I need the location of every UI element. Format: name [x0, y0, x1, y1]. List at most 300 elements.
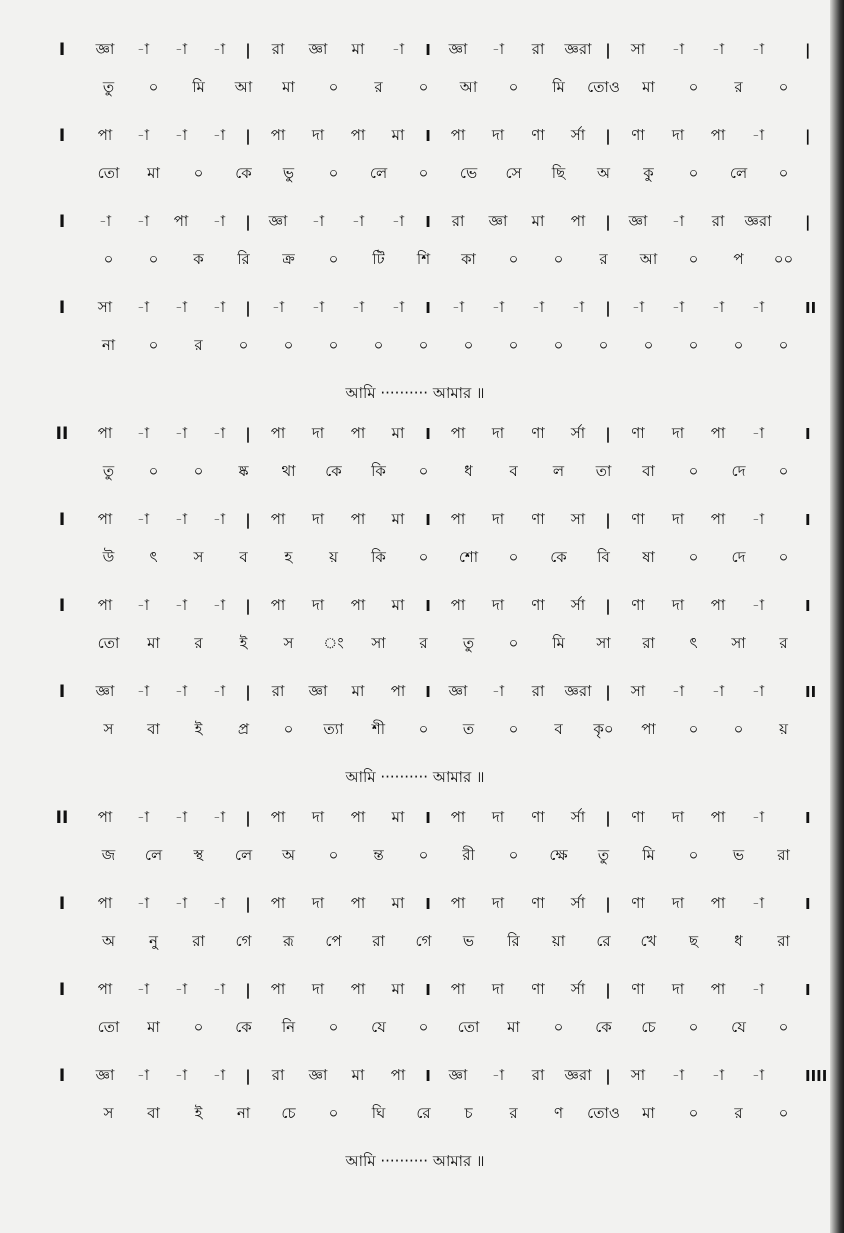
lyric-syllable: যে	[371, 1017, 386, 1036]
page-edge-shadow	[830, 0, 844, 1233]
lyrics-row	[0, 838, 830, 874]
note-cell: -া	[136, 807, 150, 826]
bar-line-end: I	[805, 597, 811, 615]
lyric-syllable: থা	[281, 461, 296, 480]
lyric-syllable: র	[734, 77, 743, 96]
lyric-syllable: ০	[373, 335, 384, 354]
lyric-syllable: ধ	[734, 931, 743, 950]
note-cell: -া	[631, 297, 645, 316]
lyric-syllable: ০	[688, 77, 699, 96]
bar-separator: |	[605, 213, 611, 231]
lyrics-row	[0, 626, 830, 662]
note-cell: দা	[491, 893, 505, 912]
note-cell: মা	[391, 125, 405, 144]
lyric-syllable: ০	[778, 77, 789, 96]
bar-separator: I	[425, 41, 431, 59]
note-cell: -া	[174, 979, 188, 998]
note-cells	[86, 422, 806, 447]
note-cell: জ্ঞরা	[744, 211, 772, 230]
note-cell: পা	[270, 893, 286, 912]
lyric-syllable: মি	[642, 845, 655, 864]
lyric-syllable: নু	[149, 931, 158, 950]
line-gap	[0, 1046, 830, 1056]
lyric-syllable: ০	[418, 163, 429, 182]
lyrics-row	[0, 242, 830, 278]
notation-section	[0, 30, 830, 414]
note-cell: জ্ঞা	[95, 39, 115, 58]
lyric-syllable: য়	[779, 719, 788, 738]
notes-row	[0, 202, 830, 242]
bar-line-start: I	[58, 894, 66, 914]
note-cell: -া	[491, 39, 505, 58]
note-cells	[86, 806, 806, 831]
note-cell: পা	[710, 509, 726, 528]
lyrics-row	[0, 156, 830, 192]
lyric-syllable: ০	[508, 77, 519, 96]
note-cell: -া	[174, 807, 188, 826]
lyric-syllable: র	[734, 1103, 743, 1122]
lyric-syllable: ০	[148, 249, 159, 268]
lyric-syllable: ষ্ক	[238, 461, 249, 480]
line-gap	[0, 960, 830, 970]
note-cell: রা	[711, 211, 725, 230]
note-cell: মা	[391, 807, 405, 826]
note-cell: দা	[671, 595, 685, 614]
note-cell: পা	[97, 979, 113, 998]
note-cell: দা	[671, 125, 685, 144]
bar-separator: |	[245, 597, 251, 615]
lyric-syllable: স	[283, 633, 294, 652]
note-cell: -া	[751, 423, 765, 442]
lyric-cells	[86, 632, 806, 657]
lyric-syllable: ০	[148, 77, 159, 96]
bar-separator: I	[425, 809, 431, 827]
lyric-syllable: বি	[597, 547, 610, 566]
note-cell: -া	[174, 509, 188, 528]
note-cell: জ্ঞরা	[564, 1065, 592, 1084]
lyric-syllable: ষা	[642, 547, 655, 566]
note-cells	[86, 978, 806, 1003]
note-cell: জ্ঞা	[448, 681, 468, 700]
note-cell: পা	[270, 595, 286, 614]
note-cell: -া	[136, 1065, 150, 1084]
lyric-syllable: ০	[418, 461, 429, 480]
lyric-syllable: লে	[369, 163, 388, 182]
note-cell: রা	[271, 1065, 285, 1084]
note-cell: -া	[174, 297, 188, 316]
bar-separator: |	[245, 213, 251, 231]
note-cell: -া	[391, 211, 405, 230]
note-cell: -া	[136, 509, 150, 528]
note-cell: -া	[212, 893, 226, 912]
lyric-syllable: যে	[731, 1017, 746, 1036]
lyric-syllable: কে	[235, 163, 252, 182]
lyric-syllable: ব	[239, 547, 248, 566]
lyric-syllable: ০	[688, 547, 699, 566]
lyric-syllable: ০	[778, 1103, 789, 1122]
note-cell: সা	[630, 681, 646, 700]
note-cell: পা	[710, 423, 726, 442]
line-gap	[0, 192, 830, 202]
note-cell: -া	[98, 211, 112, 230]
notes-row	[0, 970, 830, 1010]
lyric-syllable: ০	[508, 249, 519, 268]
lyric-syllable: ০০	[773, 249, 794, 268]
bar-line-end: II	[805, 683, 817, 701]
lyric-syllable: অ	[102, 931, 115, 950]
lyric-syllable: কু	[643, 163, 654, 182]
lyric-syllable: বা	[147, 1103, 160, 1122]
note-cell: দা	[311, 509, 325, 528]
note-cell: -া	[212, 125, 226, 144]
note-cell: র্সা	[570, 893, 586, 912]
lyric-syllable: ০	[328, 77, 339, 96]
lyric-syllable: তু	[597, 845, 610, 864]
lyric-syllable: য়	[329, 547, 338, 566]
note-cell: মা	[391, 893, 405, 912]
lyric-syllable: ০	[328, 845, 339, 864]
note-cell: পা	[350, 509, 366, 528]
lyric-syllable: ০	[508, 547, 519, 566]
bar-separator: |	[605, 809, 611, 827]
note-cell: -া	[212, 807, 226, 826]
refrain-line: আমি ·········· আমার ॥	[345, 383, 485, 402]
note-cell: পা	[97, 509, 113, 528]
lyric-syllable: ০	[733, 719, 744, 738]
lyric-syllable: ঘি	[371, 1103, 386, 1122]
note-cell: -া	[174, 39, 188, 58]
note-cell: জ্ঞা	[95, 1065, 115, 1084]
note-cell: পা	[710, 125, 726, 144]
lyric-syllable: ০	[733, 335, 744, 354]
bar-line-end: |	[805, 213, 811, 231]
note-cell: -া	[174, 1065, 188, 1084]
note-cell: মা	[351, 1065, 365, 1084]
note-cell: ণা	[531, 807, 545, 826]
notes-row	[0, 884, 830, 924]
notation-section	[0, 414, 830, 798]
lyric-syllable: সা	[731, 633, 746, 652]
bar-separator: |	[245, 895, 251, 913]
lyrics-row	[0, 540, 830, 576]
bar-separator: |	[605, 895, 611, 913]
lyric-syllable: খে	[640, 931, 657, 950]
lyric-syllable: র	[419, 633, 428, 652]
lyric-syllable: মা	[147, 1017, 160, 1036]
lyric-syllable: ০	[778, 335, 789, 354]
line-gap	[0, 1132, 830, 1142]
bar-line-end: II	[805, 299, 817, 317]
bar-separator: |	[605, 425, 611, 443]
note-cell: -া	[212, 211, 226, 230]
note-cell: ণা	[531, 423, 545, 442]
note-cell: -া	[671, 211, 685, 230]
lyric-syllable: নি	[281, 1017, 296, 1036]
lyric-syllable: ০	[553, 1017, 564, 1036]
lyric-syllable: ত	[462, 719, 475, 738]
lyric-syllable: স	[103, 1103, 114, 1122]
lyric-syllable: রা	[777, 845, 790, 864]
bar-separator: |	[245, 511, 251, 529]
note-cell: পা	[390, 681, 406, 700]
note-cell: দা	[491, 595, 505, 614]
note-cell: ণা	[531, 509, 545, 528]
notes-row	[0, 414, 830, 454]
note-cell: পা	[270, 125, 286, 144]
note-cell: -া	[136, 39, 150, 58]
lyric-syllable: ক্র	[282, 249, 295, 268]
note-cell: মা	[351, 681, 365, 700]
lyric-syllable: ০	[508, 633, 519, 652]
bar-separator: |	[605, 299, 611, 317]
note-cell: -া	[212, 681, 226, 700]
bar-separator: I	[425, 895, 431, 913]
note-cell: পা	[450, 595, 466, 614]
lyric-syllable: লে	[234, 845, 253, 864]
note-cell: জ্ঞা	[268, 211, 288, 230]
lyric-syllable: ন্ত	[373, 845, 384, 864]
lyric-syllable: কি	[371, 547, 386, 566]
note-cell: -া	[212, 39, 226, 58]
lyric-cells	[86, 844, 806, 869]
bar-separator: |	[245, 981, 251, 999]
note-cell: জ্ঞরা	[564, 39, 592, 58]
lyric-syllable: ০	[328, 249, 339, 268]
bar-separator: |	[605, 41, 611, 59]
lyric-syllable: র	[194, 633, 203, 652]
bar-line-end: I	[805, 511, 811, 529]
note-cell: দা	[671, 893, 685, 912]
lyric-syllable: ০	[238, 335, 249, 354]
note-cell: রা	[451, 211, 465, 230]
note-cell: -া	[491, 681, 505, 700]
note-cell: -া	[351, 297, 365, 316]
note-cell: ণা	[631, 595, 645, 614]
note-cell: -া	[271, 297, 285, 316]
note-cell: পা	[710, 807, 726, 826]
line-gap	[0, 662, 830, 672]
bar-separator: I	[425, 683, 431, 701]
note-cell: জ্ঞা	[95, 681, 115, 700]
note-cell: -া	[671, 681, 685, 700]
lyric-cells	[86, 1016, 806, 1041]
note-cell: পা	[350, 595, 366, 614]
bar-separator: |	[245, 683, 251, 701]
lyric-syllable: ০	[463, 335, 474, 354]
note-cell: ণা	[531, 125, 545, 144]
lyric-syllable: স	[103, 719, 114, 738]
bar-line-start: II	[55, 424, 69, 444]
lyric-syllable: তোও	[587, 77, 620, 96]
note-cell: -া	[671, 39, 685, 58]
note-cell: পা	[350, 979, 366, 998]
note-cell: -া	[174, 423, 188, 442]
lyric-syllable: ০	[418, 547, 429, 566]
notation-section	[0, 798, 830, 1182]
notes-row	[0, 500, 830, 540]
lyric-syllable: আ	[234, 77, 253, 96]
lyric-syllable: ০	[418, 77, 429, 96]
bar-line-start: I	[58, 596, 66, 616]
lyrics-row	[0, 712, 830, 748]
lyric-syllable: কে	[550, 547, 567, 566]
lyric-syllable: কৃ০	[593, 719, 614, 738]
lyric-syllable: ০	[418, 845, 429, 864]
note-cell: পা	[350, 125, 366, 144]
lyrics-row	[0, 454, 830, 490]
note-cell: মা	[391, 509, 405, 528]
lyric-syllable: ত্যা	[323, 719, 344, 738]
note-cell: পা	[450, 509, 466, 528]
lyric-syllable: না	[236, 1103, 251, 1122]
lyric-syllable: র	[374, 77, 383, 96]
note-cell: পা	[710, 893, 726, 912]
bar-line-end: I	[805, 809, 811, 827]
lyric-syllable: রে	[416, 1103, 431, 1122]
lyric-syllable: ০	[508, 719, 519, 738]
bar-line-start: I	[58, 1066, 66, 1086]
bar-separator: |	[605, 597, 611, 615]
lyric-syllable: মি	[192, 77, 205, 96]
note-cell: রা	[271, 681, 285, 700]
line-gap	[0, 106, 830, 116]
notes-row	[0, 1056, 830, 1096]
lyric-syllable: না	[101, 335, 116, 354]
lyric-syllable: ণ	[553, 1103, 564, 1122]
note-cell: দা	[491, 509, 505, 528]
note-cell: -া	[391, 39, 405, 58]
note-cell: ণা	[631, 979, 645, 998]
lyric-syllable: লে	[729, 163, 748, 182]
note-cell: -া	[751, 595, 765, 614]
lyric-syllable: ভ	[462, 931, 475, 950]
line-gap	[0, 576, 830, 586]
note-cell: -া	[136, 893, 150, 912]
lyric-syllable: কা	[461, 249, 476, 268]
lyric-syllable: ০	[688, 1103, 699, 1122]
lyric-syllable: ভ	[732, 845, 745, 864]
note-cell: -া	[136, 423, 150, 442]
note-cell: -া	[212, 297, 226, 316]
note-cell: -া	[136, 595, 150, 614]
note-cell: ণা	[631, 893, 645, 912]
bar-separator: |	[245, 1067, 251, 1085]
bar-separator: |	[605, 683, 611, 701]
note-cell: দা	[491, 423, 505, 442]
note-cell: -া	[531, 297, 545, 316]
lyric-syllable: ০	[598, 335, 609, 354]
lyrics-row	[0, 1010, 830, 1046]
note-cell: -া	[711, 297, 725, 316]
bar-line-start: I	[58, 298, 66, 318]
note-cell: দা	[311, 125, 325, 144]
lyric-syllable: তু	[462, 633, 475, 652]
lyric-syllable: পে	[325, 931, 342, 950]
lyric-syllable: রে	[596, 931, 611, 950]
bar-line-end: |	[805, 41, 811, 59]
note-cell: দা	[311, 979, 325, 998]
bar-separator: I	[425, 511, 431, 529]
note-cell: ণা	[631, 509, 645, 528]
note-cell: -া	[174, 125, 188, 144]
lyric-syllable: রা	[192, 931, 205, 950]
lyric-syllable: রি	[507, 931, 520, 950]
lyric-syllable: ০	[778, 163, 789, 182]
bar-line-start: I	[58, 980, 66, 1000]
note-cell: পা	[570, 211, 586, 230]
note-cell: দা	[671, 979, 685, 998]
note-cell: -া	[751, 125, 765, 144]
lyric-syllable: হ	[284, 547, 293, 566]
note-cell: র্সা	[570, 807, 586, 826]
note-cell: রা	[531, 681, 545, 700]
note-cell: পা	[270, 423, 286, 442]
refrain-line: আমি ·········· আমার ॥	[345, 767, 485, 786]
lyric-syllable: পা	[641, 719, 656, 738]
lyric-syllable: শী	[371, 719, 386, 738]
note-cell: র্সা	[570, 595, 586, 614]
notes-row	[0, 798, 830, 838]
lyric-syllable: ব	[554, 719, 563, 738]
note-cell: -া	[751, 979, 765, 998]
note-cell: পা	[450, 979, 466, 998]
lyric-syllable: তা	[595, 461, 612, 480]
lyric-cells	[86, 718, 806, 743]
note-cell: -া	[136, 297, 150, 316]
note-cell: পা	[270, 807, 286, 826]
lyric-syllable: প	[733, 249, 744, 268]
lyric-syllable: ০	[283, 719, 294, 738]
note-cell: জ্ঞা	[308, 1065, 328, 1084]
lyric-syllable: ০	[193, 163, 204, 182]
note-cell: পা	[350, 423, 366, 442]
lyric-syllable: ০	[778, 1017, 789, 1036]
note-cell: পা	[450, 423, 466, 442]
lyric-syllable: তো	[97, 1017, 120, 1036]
lyric-syllable: ক্ষে	[549, 845, 568, 864]
note-cell: দা	[311, 423, 325, 442]
lyric-syllable: ০	[328, 1103, 339, 1122]
note-cell: দা	[491, 125, 505, 144]
note-cell: পা	[97, 423, 113, 442]
note-cell: -া	[751, 1065, 765, 1084]
note-cell: দা	[671, 509, 685, 528]
note-cell: -া	[212, 979, 226, 998]
lyric-syllable: ব	[509, 461, 518, 480]
lyric-syllable: ছ	[688, 931, 699, 950]
line-gap	[0, 874, 830, 884]
lyric-syllable: ং	[323, 633, 344, 652]
note-cell: -া	[212, 1065, 226, 1084]
lyric-syllable: ০	[103, 249, 114, 268]
note-cell: দা	[671, 423, 685, 442]
note-cell: -া	[711, 1065, 725, 1084]
note-cell: -া	[751, 807, 765, 826]
note-cell: পা	[350, 893, 366, 912]
note-cell: -া	[751, 297, 765, 316]
lyric-syllable: মা	[282, 77, 295, 96]
lyric-syllable: সা	[596, 633, 611, 652]
line-gap	[0, 364, 830, 374]
note-cells	[86, 210, 806, 235]
lyric-syllable: ৎ	[689, 633, 698, 652]
lyric-syllable: ভু	[282, 163, 295, 182]
lyric-syllable: র	[779, 633, 788, 652]
notation-sheet	[0, 30, 830, 1182]
lyric-syllable: দে	[731, 461, 746, 480]
bar-line-end: I	[805, 981, 811, 999]
line-gap	[0, 278, 830, 288]
